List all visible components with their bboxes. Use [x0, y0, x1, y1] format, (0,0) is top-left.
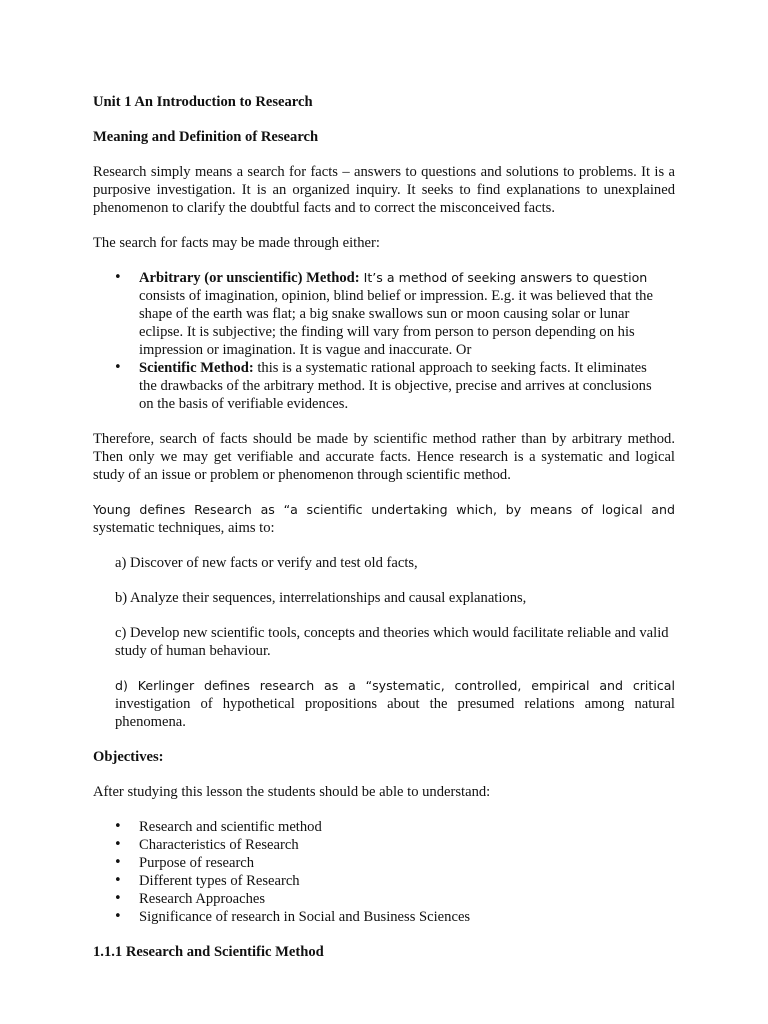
objective-item: • Significance of research in Social and Business Sciences — [93, 908, 675, 926]
methods-list — [93, 269, 675, 413]
method-term: Arbitrary (or unscientific) Method: — [139, 270, 360, 286]
subsection-heading: 1.1.1 Research and Scientific Method — [93, 944, 324, 960]
aim-d-rest: investigation of hypothetical propositions about the presumed relations among natural phenomena. — [115, 696, 675, 730]
aim-d-lead: d) Kerlinger defines research as a “systematic, controlled, empirical and critical — [115, 678, 675, 693]
aim-a: a) Discover of new facts or verify and test old facts, — [115, 555, 418, 571]
document-body — [93, 93, 675, 961]
unit-title: Unit 1 An Introduction to Research — [93, 94, 313, 110]
intro-paragraph: Research simply means a search for facts – answers to questions and solutions to problems. It is a purposive investigation. It is an organized inquiry. It seeks to find explanations to unexplained phenomenon to clarify the doubtful facts and to correct the misconceived facts. — [93, 164, 675, 216]
method-term: Scientific Method: — [139, 360, 254, 376]
objectives-heading: Objectives: — [93, 749, 164, 765]
search-intro: The search for facts may be made through either: — [93, 235, 380, 251]
objective-item: • Purpose of research — [93, 854, 675, 872]
objective-item: • Research Approaches — [93, 890, 675, 908]
objective-item: • Research and scientific method — [93, 818, 675, 836]
therefore-paragraph: Therefore, search of facts should be made by scientific method rather than by arbitrary method. Then only we may get verifiable and accurate facts. Hence research is a systematic and logical study of an issue or problem or phenomenon through scientific method. — [93, 431, 675, 483]
method-lead: It’s a method of seeking answers to question — [359, 270, 648, 285]
section-heading: Meaning and Definition of Research — [93, 129, 319, 145]
method-item-arbitrary — [93, 269, 657, 359]
objective-item: • Different types of Research — [93, 872, 675, 890]
method-item-scientific — [93, 359, 657, 413]
objectives-intro: After studying this lesson the students should be able to understand: — [93, 784, 491, 800]
method-description: this is a systematic rational approach to seeking facts. It eliminates the drawbacks of the arbitrary method. It is objective, precise and arrives at conclusions on the basis of verifiable evidences. — [139, 360, 652, 412]
young-definition-lead: Young defines Research as “a scientific undertaking which, by means of logical and — [93, 502, 675, 517]
aim-d — [115, 677, 675, 731]
aims-list — [93, 554, 675, 731]
objectives-list — [93, 818, 675, 926]
objective-item: • Characteristics of Research — [93, 836, 675, 854]
aim-b: b) Analyze their sequences, interrelationships and causal explanations, — [115, 590, 527, 606]
young-definition — [93, 501, 675, 537]
method-description: consists of imagination, opinion, blind belief or impression. E.g. it was believed that the shape of the earth was flat; a big snake swallows sun or moon causing solar or lunar eclipse. It is subjective; the finding will vary from person to person depending on his impression or imagination. It is vague and inaccurate. Or — [139, 288, 653, 358]
young-definition-rest: systematic techniques, aims to: — [93, 520, 275, 536]
aim-c: c) Develop new scientific tools, concepts and theories which would facilitate reliable and valid study of human behaviour. — [115, 625, 669, 659]
